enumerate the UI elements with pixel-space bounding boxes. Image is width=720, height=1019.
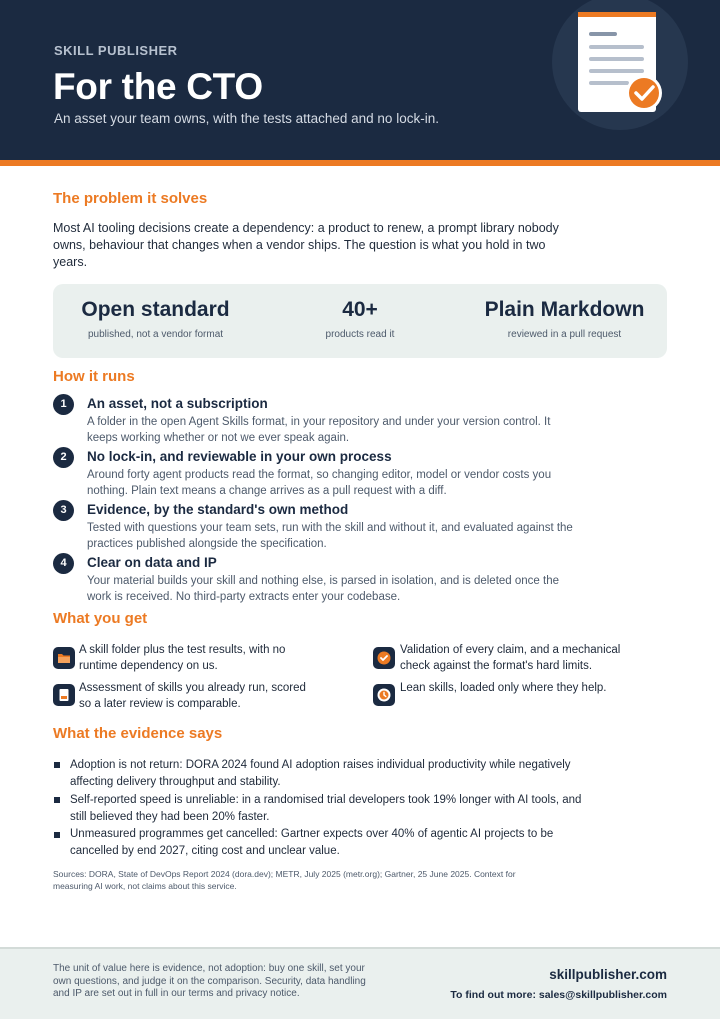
- step-title: An asset, not a subscription: [87, 396, 268, 411]
- evidence-line: Self-reported speed is unreliable: in a randomised trial developers took 19% longer with AI tools, and: [70, 794, 582, 806]
- clock-icon: [373, 684, 395, 706]
- evidence-line: Adoption is not return: DORA 2024 found AI adoption raises individual productivity while negatively: [70, 759, 571, 771]
- check-badge-icon: [373, 647, 395, 669]
- get-item: [400, 643, 620, 674]
- stat-label: products read it: [325, 329, 395, 340]
- get-line: Validation of every claim, and a mechanical: [400, 644, 621, 656]
- step-number: 1: [53, 394, 74, 415]
- get-line: check against the format's hard limits.: [400, 659, 593, 672]
- evidence-line: cancelled by end 2027, citing cost and unclear value.: [70, 844, 340, 857]
- step-description: [87, 414, 587, 446]
- footer-line: own questions, and judge it on the comparison. Security, data handling: [53, 975, 366, 987]
- step-line: Your material builds your skill and nothing else, is parsed in isolation, and is deleted once the: [87, 575, 559, 587]
- step-number: 3: [53, 500, 74, 521]
- step-line: A folder in the open Agent Skills format, in your repository and under your version control. It: [87, 416, 551, 428]
- evidence-line: Unmeasured programmes get cancelled: Gartner expects over 40% of agentic AI projects to be: [70, 828, 554, 840]
- stat-plain-markdown: [462, 298, 667, 340]
- how-heading: How it runs: [53, 368, 135, 385]
- bullet-marker: [54, 832, 60, 838]
- get-line: Lean skills, loaded only where they help.: [400, 682, 607, 694]
- evidence-item: [70, 826, 590, 859]
- problem-heading: The problem it solves: [53, 190, 208, 207]
- step-description: [87, 573, 587, 605]
- stat-label: published, not a vendor format: [87, 329, 224, 340]
- website-link[interactable]: skillpublisher.com: [549, 967, 667, 982]
- step-number: 4: [53, 553, 74, 574]
- problem-line: owns, behaviour that changes when a vendor ships. The question is what you hold in two years.: [53, 238, 546, 269]
- bullet-marker: [54, 797, 60, 803]
- step-title: Clear on data and IP: [87, 555, 217, 570]
- step-description: [87, 467, 587, 499]
- step-line: keeps working whether or not we ever speak again.: [87, 432, 350, 444]
- stats-panel: [53, 284, 667, 358]
- contact-email[interactable]: To find out more: sales@skillpublisher.com: [450, 989, 667, 1001]
- evidence-line: affecting delivery throughput and stability.: [70, 775, 281, 788]
- stat-value: Open standard: [81, 298, 230, 321]
- step-line: work is received. No third-party extracts enter your codebase.: [87, 591, 401, 603]
- get-line: A skill folder plus the test results, with no: [79, 644, 286, 656]
- page-footer: [0, 947, 720, 1019]
- sources-note: [53, 868, 553, 892]
- page-title: For the CTO: [53, 66, 263, 107]
- stat-products: [258, 298, 462, 340]
- stat-open-standard: [53, 298, 258, 340]
- step-line: practices published alongside the specification.: [87, 538, 327, 550]
- evidence-item: [70, 757, 590, 790]
- get-line: runtime dependency on us.: [79, 659, 218, 672]
- step-title: No lock-in, and reviewable in your own process: [87, 449, 392, 464]
- footer-line: The unit of value here is evidence, not adoption: buy one skill, set your: [53, 963, 365, 974]
- sources-line: Sources: DORA, State of DevOps Report 2024 (dora.dev); METR, July 2025 (metr.org); Gartner, 25 June 2025. Context for: [53, 869, 516, 879]
- footer-note: [53, 963, 393, 1001]
- checklist-document-icon: [552, 0, 688, 130]
- footer-line: and IP are set out in full in our terms and privacy notice.: [53, 988, 300, 999]
- step-line: Tested with questions your team sets, run with the skill and without it, and evaluated against the: [87, 522, 573, 534]
- get-item: [79, 681, 306, 712]
- problem-line: Most AI tooling decisions create a dependency: a product to renew, a prompt library nobody: [53, 221, 559, 235]
- step-number: 2: [53, 447, 74, 468]
- get-heading: What you get: [53, 610, 148, 627]
- stat-value: Plain Markdown: [484, 298, 645, 321]
- get-item: [79, 643, 285, 674]
- get-item: [400, 681, 607, 697]
- get-line: Assessment of skills you already run, scored: [79, 682, 306, 694]
- eyebrow: SKILL PUBLISHER: [54, 43, 178, 58]
- evidence-item: [70, 792, 590, 825]
- stat-label: reviewed in a pull request: [507, 329, 622, 340]
- sources-line: measuring AI work, not claims about this service.: [53, 881, 237, 891]
- page-header: [0, 0, 720, 160]
- step-description: [87, 520, 587, 552]
- header-accent-bar: [0, 160, 720, 166]
- step-title: Evidence, by the standard's own method: [87, 502, 349, 517]
- evidence-heading: What the evidence says: [53, 725, 223, 742]
- get-line: so a later review is comparable.: [79, 697, 241, 710]
- step-line: Around forty agent products read the format, so changing editor, model or vendor costs you: [87, 469, 552, 481]
- step-line: nothing. Plain text means a change arrives as a pull request with a diff.: [87, 485, 447, 497]
- folder-icon: [53, 647, 75, 669]
- bullet-marker: [54, 762, 60, 768]
- page-subtitle: An asset your team owns, with the tests attached and no lock-in.: [54, 111, 439, 126]
- evidence-line: still believed they had been 20% faster.: [70, 810, 270, 823]
- document-icon: [53, 684, 75, 706]
- stat-value: 40+: [342, 298, 378, 321]
- problem-text: [53, 220, 573, 271]
